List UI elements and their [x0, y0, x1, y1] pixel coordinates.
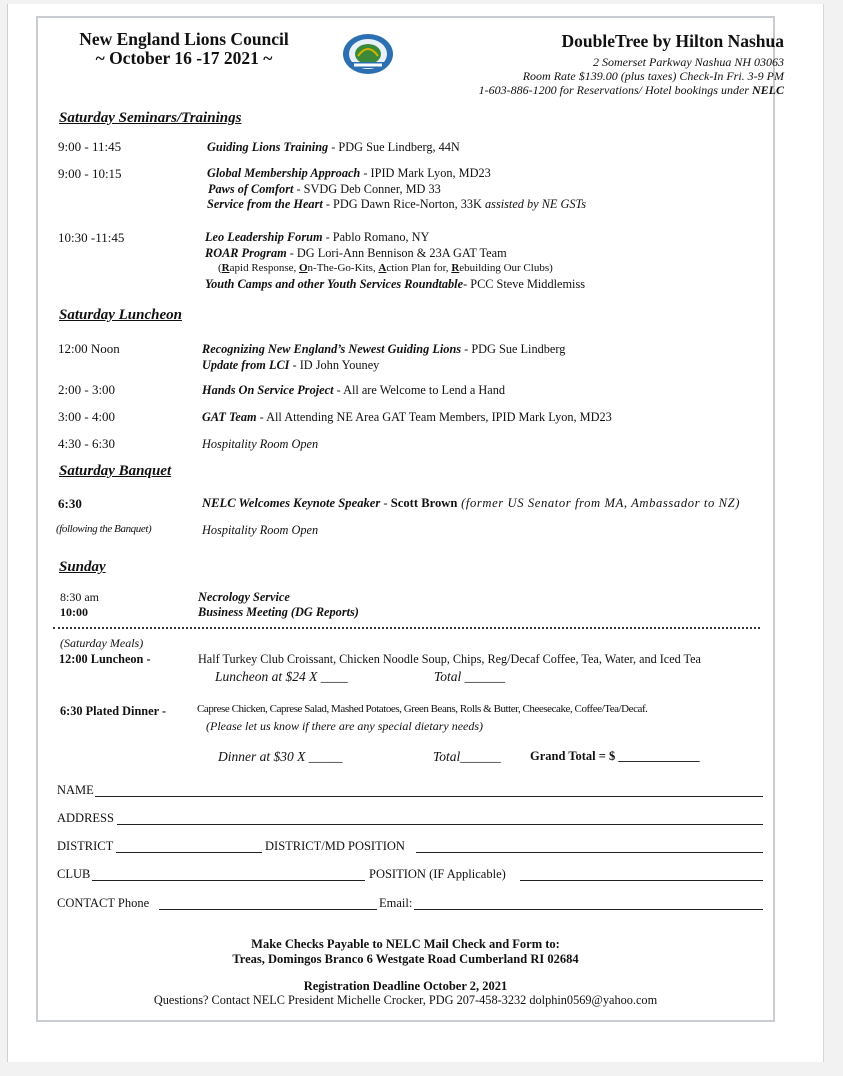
header-left	[54, 30, 314, 68]
section-heading-seminars: Saturday Seminars/Trainings	[59, 110, 242, 126]
lunch-label: 12:00 Luncheon -	[59, 652, 151, 666]
district-md-field[interactable]	[416, 852, 763, 853]
event-dates: ~ October 16 -17 2021 ~	[95, 48, 273, 68]
event-detail: - Pablo Romano, NY	[322, 230, 430, 244]
event-detail: - PDG Dawn Rice-Norton, 33K	[322, 197, 486, 211]
position-field[interactable]	[520, 880, 763, 881]
position-label: POSITION (IF Applicable)	[369, 867, 506, 881]
roar-letter: R	[451, 262, 460, 274]
event-title: Necrology Service	[198, 590, 290, 604]
reservations-text: 1-603-886-1200 for Reservations/ Hotel bookings under	[478, 83, 752, 97]
event-note: assisted by NE GSTs	[485, 197, 587, 211]
dinner-menu: Caprese Chicken, Caprese Salad, Mashed Potatoes, Green Beans, Rolls & Butter, Cheesecake, Coffee/Tea/Decaf.	[197, 703, 648, 715]
email-label: Email:	[379, 896, 413, 910]
roar-letter: R	[221, 262, 230, 274]
event-item	[207, 197, 586, 213]
event-item	[202, 496, 740, 512]
dinner-label: 6:30 Plated Dinner -	[60, 704, 166, 718]
speaker-name: Scott Brown	[390, 496, 458, 510]
name-field[interactable]	[95, 796, 763, 797]
dinner-note: (Please let us know if there are any special dietary needs)	[206, 719, 484, 733]
email-field[interactable]	[414, 909, 763, 910]
lions-club-emblem-icon	[340, 32, 396, 76]
time-slot: 9:00 - 10:15	[58, 166, 122, 181]
reservations-code: NELC	[751, 83, 784, 97]
hotel-name: DoubleTree by Hilton Nashua	[561, 31, 784, 51]
sunday-events	[198, 590, 359, 620]
event-detail: - SVDG Deb Conner, MD 33	[293, 181, 441, 196]
reservations-line	[479, 83, 784, 97]
event-detail: - PDG Sue Lindberg	[461, 342, 566, 356]
address-field[interactable]	[117, 824, 763, 825]
roar-text: apid Response,	[229, 262, 299, 274]
district-field[interactable]	[116, 852, 262, 853]
name-label: NAME	[57, 783, 94, 797]
section-heading-sunday: Sunday	[59, 559, 106, 575]
event-title: Paws of Comfort	[208, 181, 294, 196]
address-label: ADDRESS	[57, 811, 114, 825]
club-field[interactable]	[92, 880, 365, 881]
hotel-address: 2 Somerset Parkway Nashua NH 03063	[593, 55, 784, 69]
grand-total: Grand Total = $ _____________	[530, 749, 700, 763]
org-name: New England Lions Council	[79, 29, 289, 49]
event-item	[202, 358, 565, 374]
event-title: NELC Welcomes Keynote Speaker	[202, 496, 381, 510]
event-item	[202, 342, 565, 358]
time-slot: 4:30 - 6:30	[58, 436, 116, 451]
event-item: Hospitality Room Open	[202, 437, 319, 451]
event-item	[207, 166, 586, 182]
event-item	[202, 410, 612, 426]
event-detail: - All are Welcome to Lend a Hand	[333, 383, 506, 397]
event-title: ROAR Program	[205, 245, 287, 260]
club-label: CLUB	[57, 867, 91, 881]
event-item	[205, 230, 585, 246]
time-slot: (following the Banquet)	[56, 523, 152, 535]
registration-deadline: Registration Deadline October 2, 2021	[303, 979, 508, 993]
event-group	[207, 166, 586, 213]
roar-text: (	[218, 262, 222, 274]
roar-detail	[218, 261, 585, 277]
time-slot: 9:00 - 11:45	[58, 139, 122, 154]
district-md-label: DISTRICT/MD POSITION	[265, 839, 405, 853]
event-title: GAT Team	[202, 410, 257, 424]
event-detail: - PCC Steve Middlemiss	[463, 276, 586, 291]
event-title: Hands On Service Project	[202, 383, 334, 397]
contact-phone-field[interactable]	[159, 909, 377, 910]
roar-text: ebuilding Our Clubs)	[459, 262, 553, 274]
roar-text: n-The-Go-Kits,	[307, 262, 379, 274]
time-slot: 10:00	[60, 605, 88, 619]
section-heading-banquet: Saturday Banquet	[59, 463, 172, 479]
time-slot: 2:00 - 3:00	[58, 382, 116, 397]
time-slot: 6:30	[58, 496, 82, 511]
event-title: Global Membership Approach	[207, 166, 361, 180]
roar-letter: O	[298, 262, 308, 274]
questions-contact: Questions? Contact NELC President Michelle Crocker, PDG 207-458-3232 dolphin0569@yahoo.com	[153, 993, 658, 1007]
event-item	[202, 383, 505, 399]
event-title: Update from LCI	[202, 357, 290, 372]
event-detail: - IPID Mark Lyon, MD23	[360, 166, 491, 180]
lunch-menu: Half Turkey Club Croissant, Chicken Noodle Soup, Chips, Reg/Decaf Coffee, Tea, Water, and Iced Tea	[198, 652, 701, 666]
event-title: Service from the Heart	[207, 197, 323, 211]
event-detail: - All Attending NE Area GAT Team Members, IPID Mark Lyon, MD23	[256, 410, 612, 424]
event-title: Youth Camps and other Youth Services Roundtable	[205, 276, 464, 291]
mail-instructions	[36, 937, 775, 967]
checks-line-1: Make Checks Payable to NELC Mail Check and Form to:	[251, 937, 560, 951]
event-title: Leo Leadership Forum	[205, 230, 323, 244]
room-rate: Room Rate $139.00 (plus taxes) Check-In Fri. 3-9 PM	[522, 69, 784, 83]
event-title: Guiding Lions Training	[207, 140, 329, 154]
lunch-total: Total ______	[434, 669, 506, 684]
event-group	[205, 230, 585, 292]
district-label: DISTRICT	[57, 839, 114, 853]
time-slot: 3:00 - 4:00	[58, 409, 116, 424]
dinner-total: Total______	[433, 749, 501, 764]
dinner-price: Dinner at $30 X _____	[218, 749, 343, 764]
checks-line-2: Treas, Domingos Branco 6 Westgate Road Cumberland RI 02684	[232, 952, 579, 966]
event-item: Hospitality Room Open	[202, 523, 319, 537]
roar-letter: A	[378, 262, 387, 274]
event-detail: -	[380, 496, 391, 510]
event-detail: - ID John Youney	[289, 357, 380, 372]
time-slot: 10:30 -11:45	[58, 230, 125, 245]
time-slot: 8:30 am	[60, 590, 99, 604]
meals-label: (Saturday Meals)	[60, 636, 144, 650]
event-title: Business Meeting (DG Reports)	[198, 605, 359, 619]
event-note: (former US Senator from MA, Ambassador to NZ)	[457, 496, 741, 510]
event-detail: - DG Lori-Ann Bennison & 23A GAT Team	[286, 245, 507, 260]
roar-text: ction Plan for,	[386, 262, 452, 274]
dotted-divider	[53, 627, 760, 629]
event-title: Recognizing New England’s Newest Guiding Lions	[202, 342, 462, 356]
sunday-times	[60, 590, 99, 620]
contact-phone-label: CONTACT Phone	[57, 896, 150, 910]
lunch-price: Luncheon at $24 X ____	[215, 669, 348, 684]
event-item	[205, 246, 585, 262]
event-group	[202, 342, 565, 373]
header-right	[479, 32, 784, 97]
time-slot: 12:00 Noon	[58, 341, 120, 356]
event-item	[205, 277, 585, 293]
section-heading-luncheon: Saturday Luncheon	[59, 307, 182, 323]
event-item	[207, 140, 460, 156]
event-detail: - PDG Sue Lindberg, 44N	[328, 140, 460, 154]
event-item	[208, 182, 586, 198]
